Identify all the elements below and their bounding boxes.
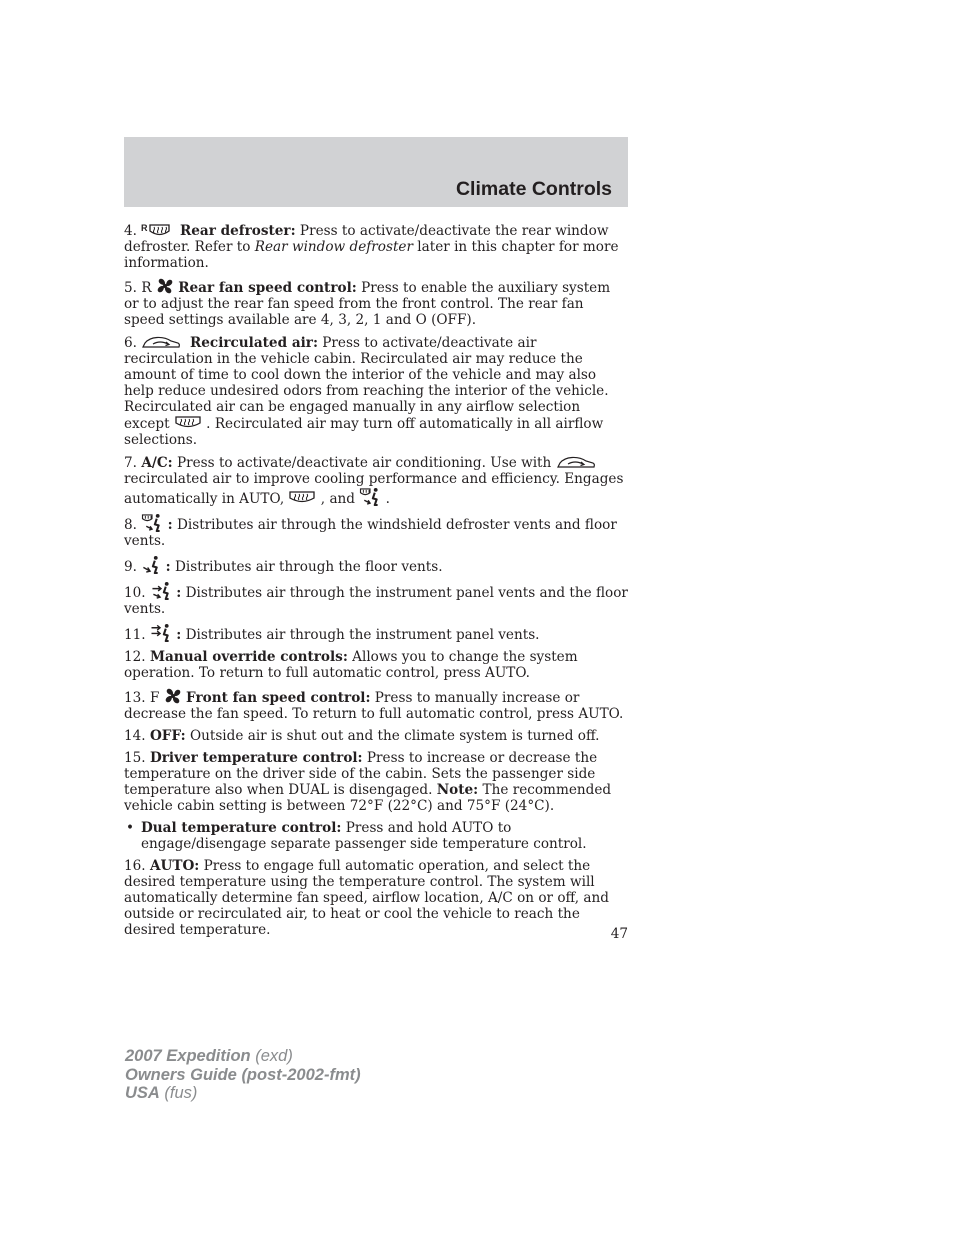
- section-title: Climate Controls: [455, 178, 612, 200]
- defrost-floor-icon: [141, 513, 163, 532]
- footer-line: USA (fus): [125, 1084, 198, 1102]
- panel-floor-vent-icon: [150, 581, 172, 600]
- item-label: :: [176, 627, 182, 643]
- item-label: Manual override controls:: [149, 649, 348, 665]
- recirculation-icon: [141, 334, 181, 350]
- list-item: 15. Driver temperature control: Press to increase or decrease the temperature on the driver side of the cabin. Sets the passenger side temperature also when DUAL is disengaged. Note: The recommended vehicle cabin setting is between 72°F (22°C) and 75°F (24°C).: [124, 750, 612, 814]
- fan-icon: [156, 277, 174, 295]
- item-label: :: [165, 559, 171, 575]
- floor-vent-icon: [141, 555, 161, 574]
- item-label: Driver temperature control:: [149, 750, 363, 766]
- list-item: 6. Recirculated air: Press to activate/deactivate air recirculation in the vehicle cabin. Recirculated air may reduce the amount of time to cool down the interior of the vehicle and may also help reduce undesired odors from reaching the interior of the vehicle. Recirculated air can be engaged manually in any airflow selection except . Recirculated air may turn off automatically in all airflow selections.: [124, 335, 609, 448]
- item-label: AUTO:: [149, 858, 200, 874]
- list-item: 7. A/C: Press to activate/deactivate air conditioning. Use with recirculated air to improve cooling performance and efficiency. Engages automatically in AUTO, , and .: [124, 455, 624, 507]
- item-label: Rear defroster:: [179, 223, 296, 239]
- list-item: 13. F Front fan speed control: Press to manually increase or decrease the fan speed. To return to full automatic control, press AUTO.: [124, 687, 628, 722]
- list-item: 8. : Distributes air through the windshield defroster vents and floor vents.: [124, 513, 628, 549]
- item-label: A/C:: [141, 455, 173, 471]
- list-item: 11. : Distributes air through the instrument panel vents.: [124, 623, 628, 643]
- list-item: 9. : Distributes air through the floor vents.: [124, 555, 628, 575]
- footer-line: 2007 Expedition (exd): [125, 1047, 293, 1065]
- section-header-band: [124, 137, 628, 207]
- list-item: 10. : Distributes air through the instrument panel vents and the floor vents.: [124, 581, 628, 617]
- item-label: Rear fan speed control:: [178, 280, 357, 296]
- list-item: 12. Manual override controls: Allows you to change the system operation. To return to full automatic control, press AUTO.: [124, 649, 578, 681]
- document-footer: [125, 1047, 361, 1103]
- list-item: 16. AUTO: Press to engage full automatic operation, and select the desired temperature using the temperature control. The system will automatically determine fan speed, airflow location, A/C on or off, and outside or recirculated air, to heat or cool the vehicle to reach the desired temperature.: [124, 858, 609, 938]
- defrost-floor-icon: [359, 487, 381, 506]
- panel-vent-icon: [150, 623, 172, 642]
- fan-icon: [164, 687, 182, 705]
- rear-defroster-icon: [141, 222, 171, 238]
- defrost-icon: [288, 490, 316, 506]
- item-label: Recirculated air:: [189, 335, 318, 351]
- item-label: :: [167, 517, 173, 533]
- note-label: Note:: [436, 782, 479, 798]
- list-item: 4. Rear defroster: Press to activate/deactivate the rear window defroster. Refer to Rear window defroster later in this chapter for more information.: [124, 223, 619, 271]
- item-label: Dual temperature control:: [141, 820, 342, 836]
- bullet: •: [126, 820, 135, 836]
- list-item: 5. R Rear fan speed control: Press to enable the auxiliary system or to adjust the rear fan speed from the front control. The rear fan speed settings available are 4, 3, 2, 1 and O (OFF).: [124, 277, 628, 328]
- footer-line: Owners Guide (post-2002-fmt): [125, 1065, 361, 1084]
- cross-reference: Rear window defroster: [254, 239, 413, 255]
- item-label: OFF:: [149, 728, 186, 744]
- page-number: 47: [610, 926, 628, 942]
- item-label: :: [176, 585, 182, 601]
- body-content: [124, 222, 628, 944]
- list-item: 14. OFF: Outside air is shut out and the climate system is turned off.: [124, 728, 600, 744]
- item-label: Front fan speed control:: [186, 690, 371, 706]
- bullet-item: • Dual temperature control: Press and hold AUTO to engage/disengage separate passenger side temperature control.: [126, 820, 587, 852]
- recirculation-icon: [556, 454, 596, 470]
- defrost-icon: [174, 415, 202, 431]
